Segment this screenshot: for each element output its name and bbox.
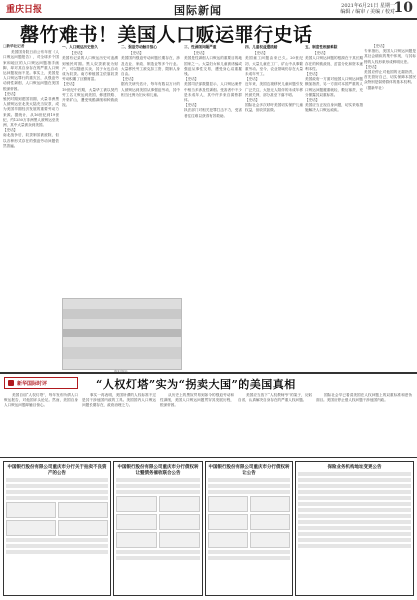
commentary-column (4, 393, 78, 453)
subheading: 四、儿童权益遭践踏 (245, 45, 278, 49)
article-column-1 (3, 44, 59, 409)
ad-title: 保险业务机构地址变更公告 (327, 465, 382, 470)
column-text: 美国自诩“人权灯塔”，每年发布所谓人口贩运报告，对他国评头论足。然而，美国自身人口贩运问题却触目惊心。 (4, 393, 78, 408)
article-column-7 (364, 44, 416, 409)
article-column-2 (62, 44, 118, 294)
commentary-column (160, 393, 234, 453)
issue-meta: 2021年6月21日 星期一 编辑 / 编审 / 美编 / 校对 (340, 3, 395, 15)
commentary-column (316, 393, 412, 453)
article-column-5 (245, 44, 303, 409)
article-column-3 (121, 44, 180, 294)
column-text: 【史话】 美国是性剥削人口贩运的重要目的地国家之一。大量妇女和儿童被诱骗或强迫从事性交易，遭受身心双重摧残。 【史话】 美国司法部数据显示，人口贩运案件中相当多涉及性剥削。受害者中不少是未成年人，其中许多来自弱势群体。 【史话】 执法部门对相关犯罪打击不力，受害者往往难以获得有效救助。 (184, 51, 242, 118)
byline: □新华社记者 (3, 44, 25, 48)
page-number: 10 (393, 0, 413, 16)
column-text: 事实一再表明，美国所谓的人权标准不过是其干涉他国内政的工具。美国国内人口贩运问题长期存在，政府治理乏力。 (82, 393, 156, 408)
column-text: 美国应当放下“人权教师爷”的架子，反躬自省，认真解决自身存在的严重人权问题。 (238, 393, 312, 403)
section-title: 国际新闻 (174, 4, 222, 17)
announcement-ad (3, 461, 111, 596)
masthead (0, 0, 417, 20)
column-text: 从历史上的黑奴贸易到如今的强迫劳动和性剥削，美国人口贩运问题贯穿其发展历程，根深蒂固。 (160, 393, 234, 408)
xinhua-icon (8, 380, 14, 386)
photo-element (63, 347, 181, 359)
section-divider (0, 372, 417, 374)
announcement-ad (295, 461, 414, 596)
announcement-ad (205, 461, 293, 596)
newspaper-logo: 重庆日报 (6, 5, 43, 15)
photo-element (63, 309, 181, 319)
subheading: 一、人口贩运历史悠久 (62, 45, 98, 49)
subheading: 二、强迫劳动触目惊心 (121, 45, 157, 49)
ad-title: 中国银行股份有限公司重庆市分行债权转让公告 (208, 465, 290, 476)
column-text: 【史话】 专家指出，美国人口贩运问题是其社会痼疾的集中体现，与其标榜的人权形象形成鲜明反差。 【史话】 美国应停止对他国的无端指责，首先管好自己，切实保障本国民众特别是弱势群体的基本权利。 （据新华社） (364, 44, 416, 90)
photo-element (63, 329, 181, 337)
subheading: 五、制度性根源难除 (305, 45, 338, 49)
ad-title: 中国银行股份有限公司重庆市分行关于拍卖不良资产的公告 (7, 465, 107, 476)
article-column-4 (184, 44, 242, 406)
column-text: 【史话】 美国国内强迫劳动问题长期存在，涉及农业、家政、制造业等多个行业。大量移民劳工被克扣工资、限制人身自由。 【史话】 据有关研究估计，每年有数以万计的人被贩运到美国从事强迫劳动，其中相当比例为妇女和儿童。 (121, 51, 180, 97)
main-headline: 罄竹难书！美国人口贩运罪行史话 (20, 24, 313, 46)
column-text: 美国国务院日前公布年度《人口贩运问题报告》，对全球多个国家和地区的人口贩运问题指手画脚，却对其自身存在的严重人口贩运问题视而不见。事实上，美国是人口贩运罪行的重灾区，从强迫劳动到性剥削，人口贩运问题在美国根深蒂固。 【史话】 殖民时期到建国初期，大量非洲黑人被贩运至北美大陆充当奴隶，成为美国早期经济发展的重要劳动力来源。据统计，从16世纪到19世纪，约1250万非洲黑人被贩运至美洲，其中大量被卖到美国。 【史话】 南北战争后，奴隶制虽被废除，但以各种形式存在的强迫劳动问题依然普遍。 (3, 50, 59, 148)
article-column-6 (305, 44, 363, 409)
kicker-label: 新华国际时评 (17, 380, 48, 387)
commentary-column (238, 393, 312, 453)
column-text: 【史话】 美国童工问题由来已久。20世纪初，大量儿童在工厂、矿山中从事繁重劳动。至今，农业领域仍存在大量未成年劳工。 【史话】 近年来，美国边境移民儿童问题引发广泛关注，大批无人陪伴的未成年移民被关押，部分甚至下落不明。 【史话】 国际社会多次呼吁美国切实保护儿童权益，但收效甚微。 (245, 51, 303, 113)
photo-caption: 资料图片 (113, 370, 129, 374)
column-text: 【史话】 美国有记录的人口贩运历史可追溯到殖民时期。黑人奴隶被视为财产，可以随意买卖，其子女也自动成为奴隶。南方种植园主依靠奴隶劳动积累了巨额财富。 【史话】 19世纪中后期，大量华工被以契约劳工名义贩运到美国，修建铁路、开采矿山，遭受残酷剥削和种族歧视。 (62, 51, 118, 108)
column-text: 国际社会早已看清美国在人权问题上的双重标准和虚伪面目。美国应停止借人权问题干涉他国内政。 (316, 393, 412, 403)
ad-title: 中国银行股份有限公司重庆市分行债权转让暨债务催收联合公告 (117, 465, 199, 476)
article-photo (62, 298, 182, 370)
column-text: 【史话】 美国人口贩运问题的根源在于其长期存在的种族歧视、贫富分化和资本逐利本性。 【史话】 美国政府一方面对他国人口贩运问题横加指责，另一方面对本国严重的人口贩运问题避重就轻、敷衍塞责，充分暴露其双重标准。 【史话】 美国应当正视自身问题，切实采取措施解决人口贩运顽疾。 (305, 51, 363, 113)
announcement-ad (113, 461, 203, 596)
commentary-column (82, 393, 156, 453)
subheading: 三、性剥削问题严重 (184, 45, 217, 49)
commentary-kicker (4, 377, 78, 389)
commentary-headline: “人权灯塔”实为“拐卖大国”的美国真相 (96, 378, 296, 391)
